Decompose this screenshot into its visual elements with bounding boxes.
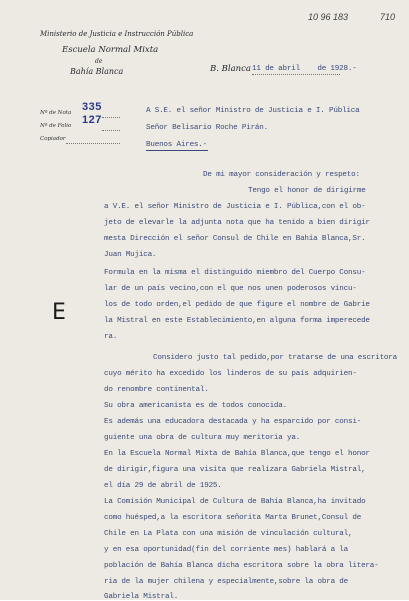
letterhead-school: Escuela Normal Mixta — [62, 45, 159, 55]
body-line: y en esa oportunidad(fin del corriente mes) hablará a la — [104, 546, 348, 554]
archive-page-number: 710 — [380, 12, 396, 22]
letterhead-connector: de — [95, 58, 103, 65]
body-line: guiente una obra de cultura muy meritoria ya. — [104, 434, 301, 442]
body-line: Juan Mujica. — [104, 251, 157, 259]
body-line: mesta Dirección el señor Consul de Chile en Bahía Blanca,Sr. — [104, 235, 366, 243]
date-rule — [252, 74, 340, 75]
body-line: Su obra americanista es de todos conocida. — [104, 402, 287, 410]
margin-mark: E — [52, 300, 66, 325]
copiador-label: Copiador — [40, 136, 66, 142]
body-line: a V.E. el señor Ministro de Justicia e I. Pública,con el ob- — [104, 203, 366, 211]
folio-number-rule — [102, 130, 120, 131]
body-line: Formula en la misma el distinguido miembro del Cuerpo Consu- — [104, 269, 366, 277]
body-line: el día 29 de abril de 1925. — [104, 482, 222, 490]
body-line: Chile en La Plata con una misión de vinculación cultural, — [104, 530, 353, 538]
body-line: ria de la mujer chilena y especialmente,sobre la obra de — [104, 578, 348, 586]
note-number-value: 335 — [82, 101, 102, 113]
folio-number-label: Nº de Folio — [40, 123, 72, 129]
body-line: ra. — [104, 333, 118, 341]
body-line: En la Escuela Normal Mixta de Bahía Blanca,que tengo el honor — [104, 450, 370, 458]
date-text: 11 de abril de 1928.- — [252, 65, 357, 73]
body-line: Es además una educadora destacada y ha esparcido por consi- — [104, 418, 362, 426]
folio-number-value: 127 — [82, 114, 102, 126]
body-line: La Comisión Municipal de Cultura de Bahía Blanca,ha invitado — [104, 498, 366, 506]
body-line: la Mistral en este Establecimiento,en alguna forma imperecede — [104, 317, 370, 325]
body-line: Tengo el honor de dirigirme — [248, 187, 366, 195]
body-line: población de Bahía Blanca dicha escritora sobre la obra litera- — [104, 562, 379, 570]
note-number-rule — [102, 117, 120, 118]
addressee-line-2: Señor Belisario Roche Pirán. — [146, 124, 268, 132]
copiador-rule — [66, 143, 120, 144]
body-line: Considero justo tal pedido,por tratarse de una escritora — [153, 354, 397, 362]
letterhead-ministry: Ministerio de Justicia e Instrucción Pública — [40, 30, 194, 38]
body-line: lar de un país vecino,con el que nos unen poderosos víncu- — [104, 285, 357, 293]
body-line: do renombre continental. — [104, 386, 209, 394]
body-line: los de todo orden,el pedido de que figure el nombre de Gabrie — [104, 301, 370, 309]
date-place: B. Blanca — [210, 64, 251, 74]
body-line: como huésped,a la escritora señorita Marta Brunet,Consul de — [104, 514, 362, 522]
archive-reference-number: 10 96 183 — [308, 12, 349, 22]
addressee-line-3: Buenos Aires.- — [146, 141, 207, 149]
note-number-label: Nº de Nota — [40, 110, 72, 116]
body-line: cuyo mérito ha excedido los linderos de su país adquirien- — [104, 370, 357, 378]
body-line: de dirigir,figura una visita que realizara Gabriela Mistral, — [104, 466, 366, 474]
letterhead-city: Bahía Blanca — [70, 67, 124, 76]
greeting: De mi mayor consideración y respeto: — [203, 171, 360, 179]
body-line: jeto de elevarle la adjunta nota que ha tenido a bien dirigir — [104, 219, 370, 227]
body-line: Gabriela Mistral. — [104, 593, 179, 601]
addressee-city-underline — [146, 150, 208, 151]
addressee-line-1: A S.E. el señor Ministro de Justicia e I. Pública — [146, 107, 360, 115]
